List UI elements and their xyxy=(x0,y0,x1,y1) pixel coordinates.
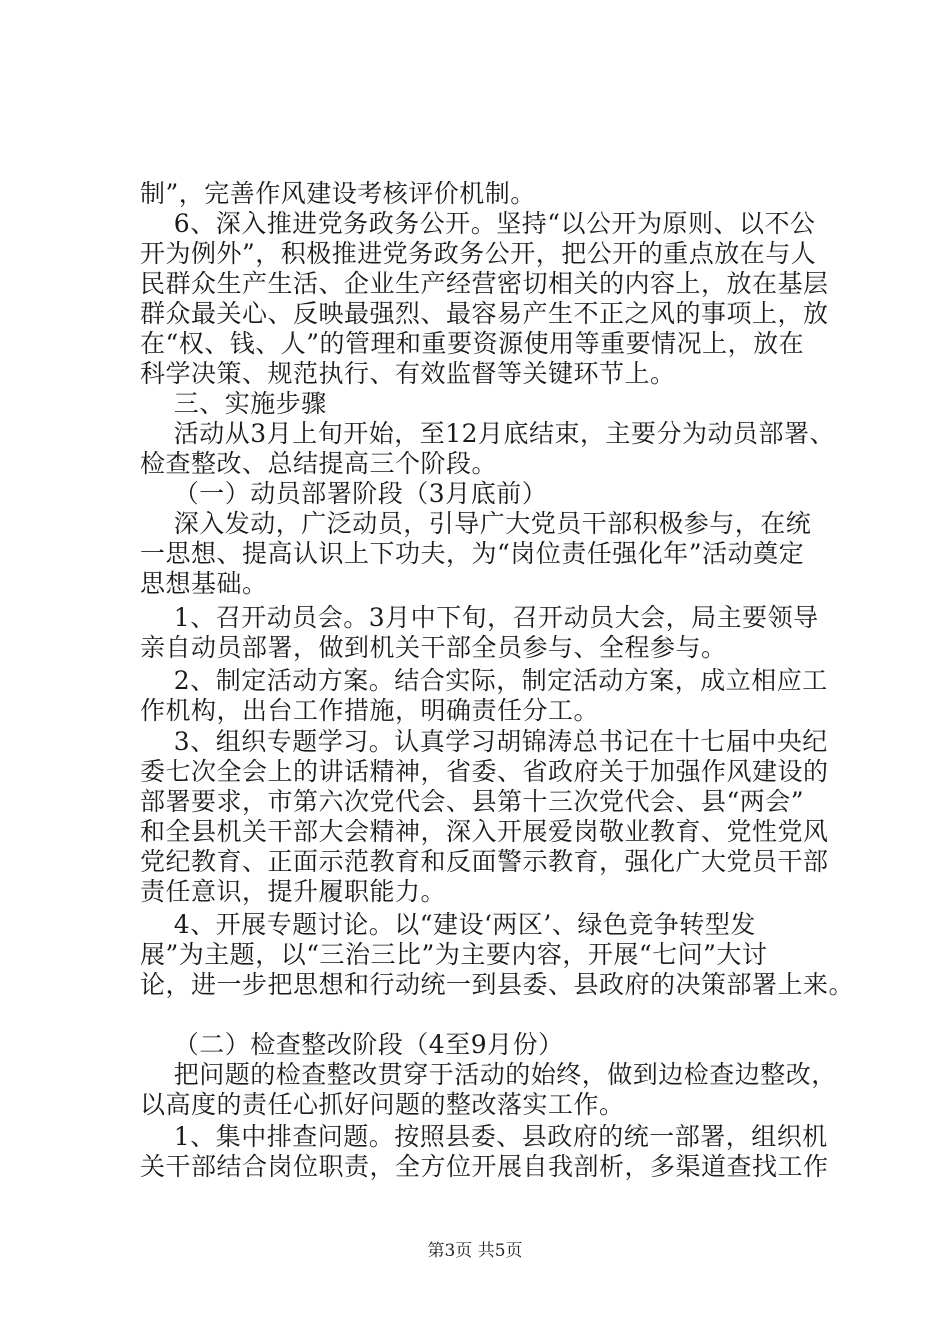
text-line: 在“权、钱、人”的管理和重要资源使用等重要情况上，放在 xyxy=(140,329,805,358)
text-line: 部署要求，市第六次党代会、县第十三次党代会、县“两会” xyxy=(140,787,805,816)
text-line: 1、召开动员会。3月中下旬，召开动员大会，局主要领导 xyxy=(140,603,819,632)
text-line: 深入发动，广泛动员，引导广大党员干部积极参与，在统 xyxy=(140,509,812,538)
text-line: 责任意识，提升履职能力。 xyxy=(140,877,447,906)
subsection-heading: （二）检查整改阶段（4至9月份） xyxy=(140,1030,564,1059)
text-line: 3、组织专题学习。认真学习胡锦涛总书记在十七届中央纪 xyxy=(140,727,828,756)
text-line: 4、开展专题讨论。以“建设‘两区’、绿色竞争转型发 xyxy=(140,910,756,939)
subsection-heading: （一）动员部署阶段（3月底前） xyxy=(140,479,548,508)
text-line: 6、深入推进党务政务公开。坚持“以公开为原则、以不公 xyxy=(140,209,816,238)
text-line: 展”为主题，以“三治三比”为主要内容，开展“七问”大讨 xyxy=(140,940,768,969)
text-line: 党纪教育、正面示范教育和反面警示教育，强化广大党员干部 xyxy=(140,847,829,876)
text-line: 检查整改、总结提高三个阶段。 xyxy=(140,449,498,478)
text-line: 活动从3月上旬开始，至12月底结束，主要分为动员部署、 xyxy=(140,419,836,448)
text-line: 一思想、提高认识上下功夫，为“岗位责任强化年”活动奠定 xyxy=(140,539,805,568)
text-line: 2、制定活动方案。结合实际，制定活动方案，成立相应工 xyxy=(140,666,828,695)
text-line: 科学决策、规范执行、有效监督等关键环节上。 xyxy=(140,359,676,388)
text-line: 委七次全会上的讲话精神，省委、省政府关于加强作风建设的 xyxy=(140,757,829,786)
section-heading: 三、实施步骤 xyxy=(140,389,327,418)
text-line: 论，进一步把思想和行动统一到县委、县政府的决策部署上来。 xyxy=(140,970,855,999)
text-line: 作机构，出台工作措施，明确责任分工。 xyxy=(140,696,600,725)
text-line: 思想基础。 xyxy=(140,569,268,598)
text-line: 和全县机关干部大会精神，深入开展爱岗敬业教育、党性党风 xyxy=(140,817,829,846)
page-footer: 第3页 共5页 xyxy=(427,1241,523,1261)
text-line: 制”，完善作风建设考核评价机制。 xyxy=(140,179,536,208)
text-line: 把问题的检查整改贯穿于活动的始终，做到边检查边整改， xyxy=(140,1060,837,1089)
text-line: 亲自动员部署，做到机关干部全员参与、全程参与。 xyxy=(140,633,727,662)
text-line: 以高度的责任心抓好问题的整改落实工作。 xyxy=(140,1090,625,1119)
text-line: 1、集中排查问题。按照县委、县政府的统一部署，组织机 xyxy=(140,1122,828,1151)
text-line: 开为例外”，积极推进党务政务公开，把公开的重点放在与人 xyxy=(140,239,817,268)
text-line: 群众最关心、反映最强烈、最容易产生不正之风的事项上，放 xyxy=(140,299,829,328)
text-line: 关干部结合岗位职责，全方位开展自我剖析，多渠道查找工作 xyxy=(140,1152,829,1181)
text-line: 民群众生产生活、企业生产经营密切相关的内容上，放在基层 xyxy=(140,269,829,298)
